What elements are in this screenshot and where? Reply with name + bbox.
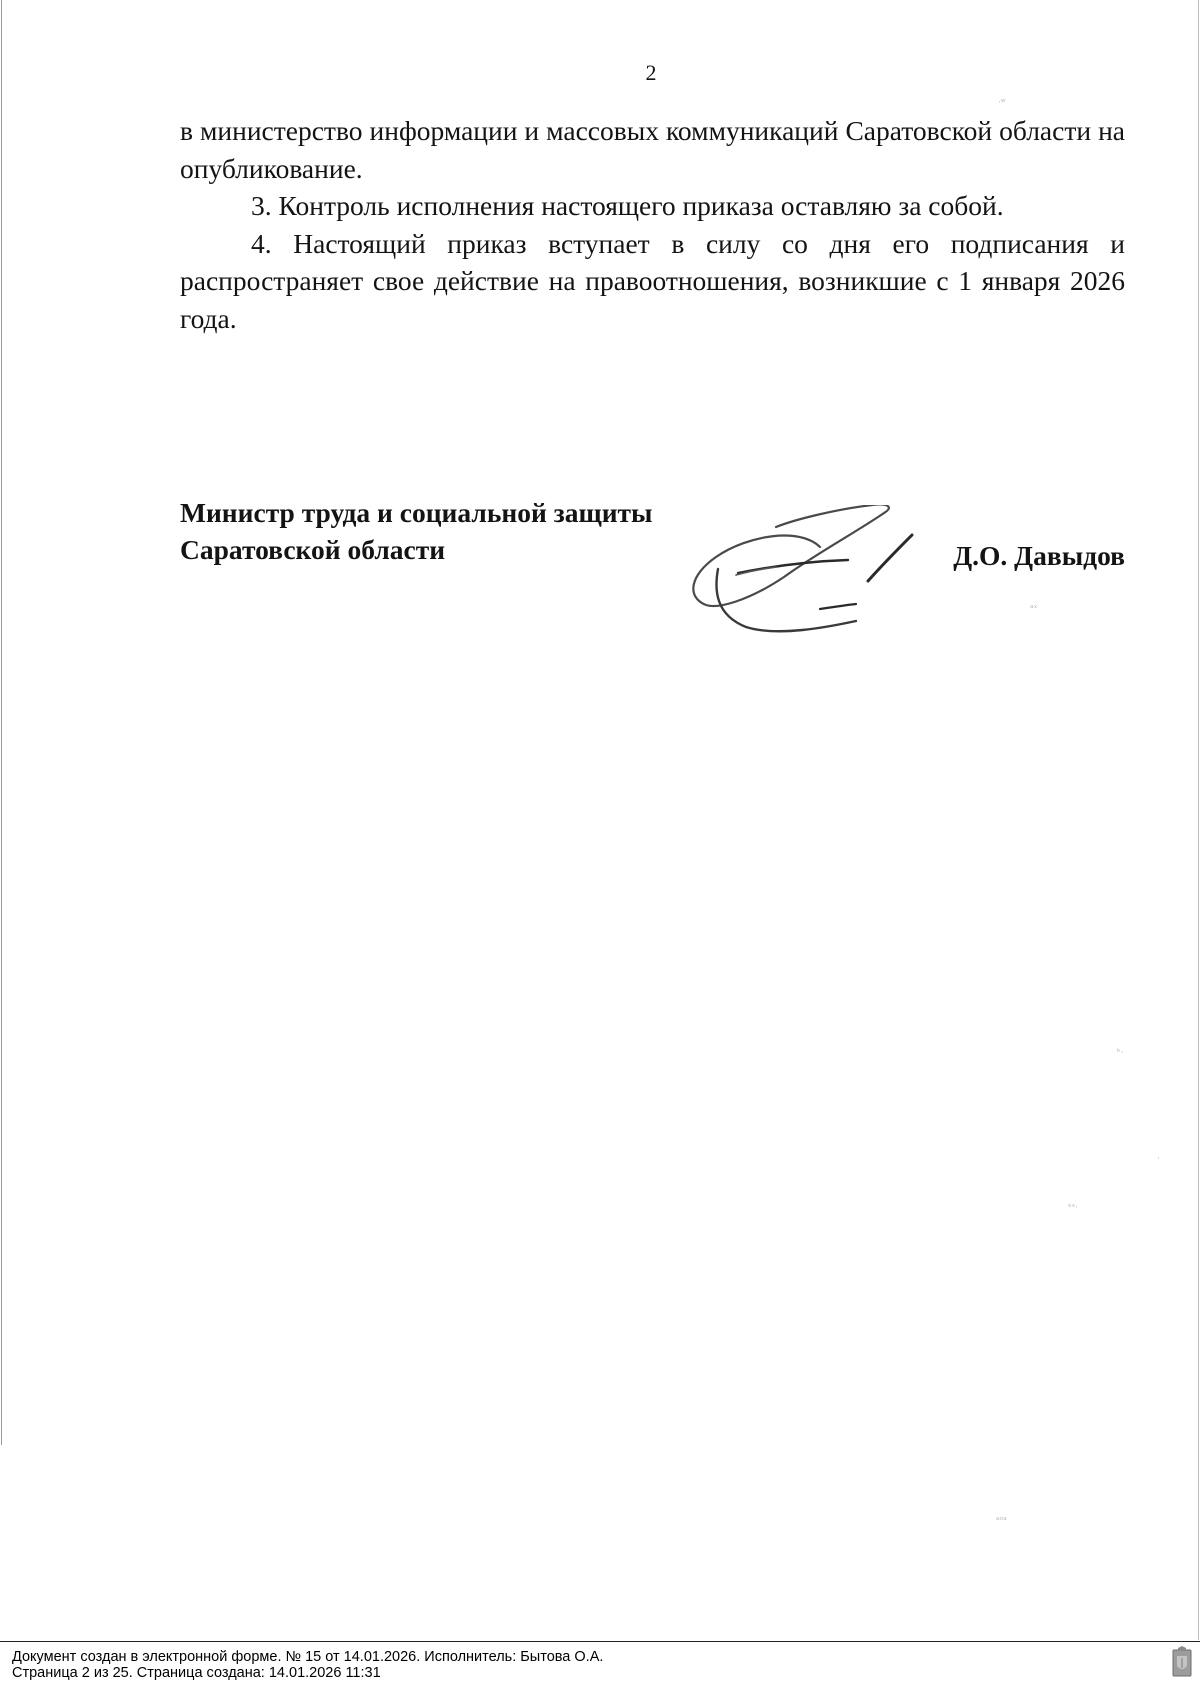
scan-right-edge <box>1198 0 1199 1640</box>
footer-divider <box>0 1641 1200 1642</box>
scan-speck: ᵃᵒᵃ <box>996 1516 1007 1526</box>
footer-line-2: Страница 2 из 25. Страница создана: 14.01.2026 11:31 <box>12 1665 381 1681</box>
signature-block <box>180 494 1125 614</box>
scan-speck: · <box>1157 1154 1160 1164</box>
handwritten-signature <box>688 505 948 635</box>
footer-line-1: Документ создан в электронной форме. № 15 от 14.01.2026. Исполнитель: Бытова О.А. <box>12 1649 604 1665</box>
signer-title-line-1: Министр труда и социальной защиты <box>180 497 653 528</box>
scan-left-edge <box>1 0 2 1445</box>
paragraph-4: 4. Настоящий приказ вступает в силу со дня его подписания и распространяет свое действие на правоотношения, возникшие с 1 января 2026 года. <box>180 227 1125 334</box>
electronic-document-footer <box>12 1649 603 1681</box>
page-number: 2 <box>645 60 657 85</box>
coat-of-arms-icon <box>1172 1646 1192 1678</box>
paragraph-continuation: в министерство информации и массовых коммуникаций Саратовской области на опубликование. <box>180 115 1125 184</box>
scan-speck: ᵃˣ <box>1030 604 1038 614</box>
paragraph-3: 3. Контроль исполнения настоящего приказа оставляю за собой. <box>251 190 1004 221</box>
scan-speck: ᵉˢ· <box>1068 1203 1078 1213</box>
scan-speck: ᵏ· <box>1117 1048 1124 1058</box>
scan-speck: ·ʷ <box>998 98 1006 108</box>
signer-title-line-2: Саратовской области <box>180 534 446 565</box>
document-body <box>180 112 1125 337</box>
signer-name: Д.О. Давыдов <box>953 540 1125 571</box>
